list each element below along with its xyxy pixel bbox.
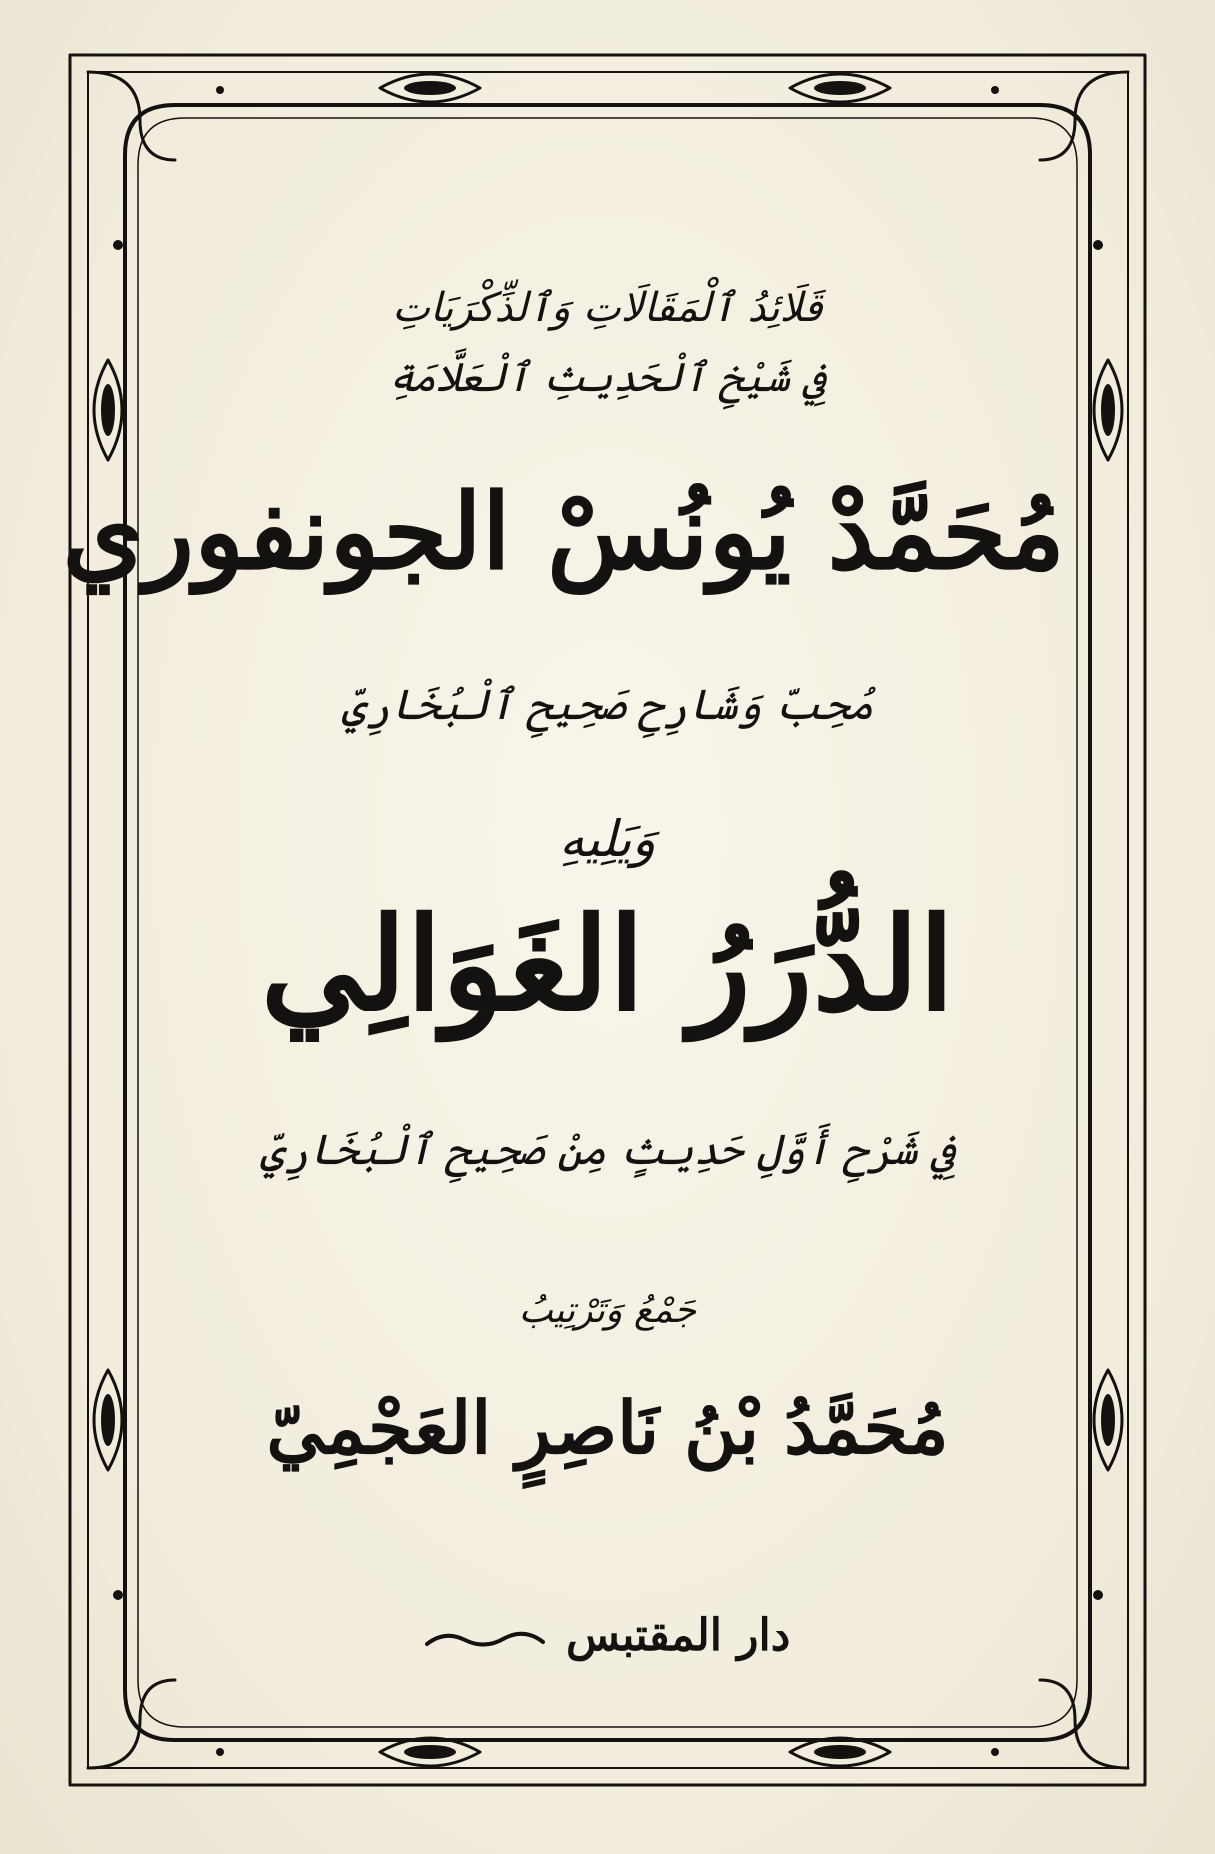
subtitle-line-1: قَلَائِدُ ٱلْمَقَالَاتِ وَٱلذِّكْرَيَاتِ	[392, 285, 823, 331]
main-description: مُحِبّ وَشَارِحِ صَحِيحِ ٱلْبُخَارِيِّ	[341, 680, 874, 729]
subtitle-line-2: فِي شَيْخِ ٱلْحَدِيثِ ٱلْعَلَّامَةِ	[389, 355, 826, 401]
cover-content	[62, 0, 1065, 1854]
author-name: مُحَمَّدُ بْنُ نَاصِرٍ العَجْمِيّ	[266, 1385, 949, 1470]
author-line	[150, 1385, 1065, 1470]
second-description: فِي شَرْحِ أَوَّلِ حَدِيثٍ مِنْ صَحِيحِ ٱلْبُخَارِيِّ	[259, 1125, 956, 1174]
connector-text: وَيَلِيهِ	[559, 810, 656, 868]
publisher-line	[150, 1610, 1065, 1661]
swash-flourish-icon	[425, 1626, 545, 1652]
second-title: الدُّرَرُ الغَوَالِي	[260, 890, 955, 1040]
publisher-name: دار المقتبس	[565, 1610, 791, 1661]
main-title: مُحَمَّدْ يُونُسْ الجونفوري	[62, 470, 1065, 593]
compiled-by-label: جَمْعُ وَتَرْتِيبُ	[518, 1290, 697, 1331]
